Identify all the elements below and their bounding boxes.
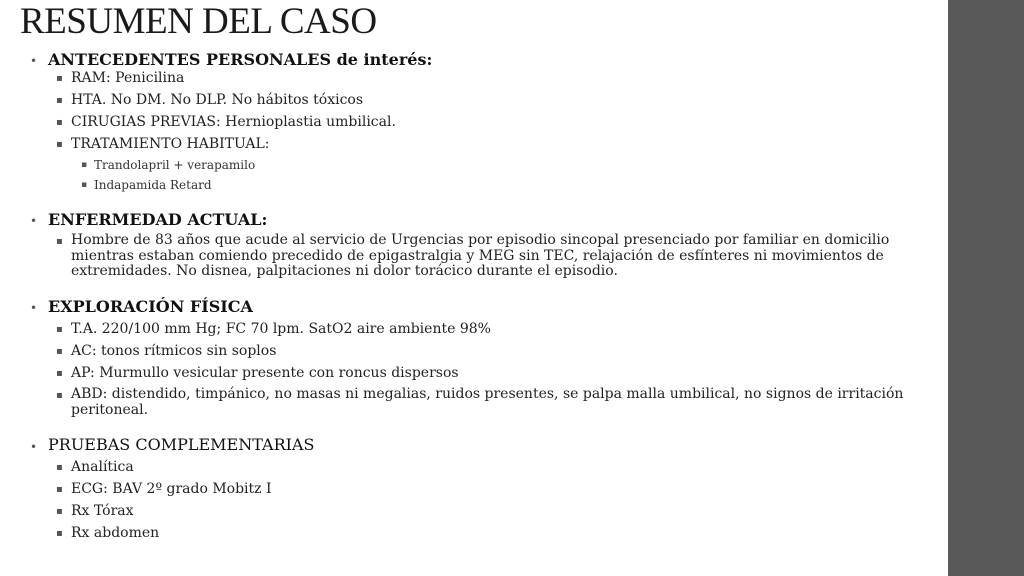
antecedentes-heading: ANTECEDENTES PERSONALES de interés: (48, 50, 433, 69)
pruebas-item: ECG: BAV 2º grado Mobitz I (71, 481, 272, 497)
tratamiento-item: Indapamida Retard (94, 178, 212, 192)
antecedentes-item: HTA. No DM. No DLP. No hábitos tóxicos (71, 92, 364, 108)
decorative-side-bar (948, 0, 1024, 576)
antecedentes-item: TRATAMIENTO HABITUAL: (71, 136, 270, 152)
slide-title: RESUMEN DEL CASO (20, 1, 377, 42)
pruebas-item: Analítica (71, 459, 134, 475)
exploracion-heading: EXPLORACIÓN FÍSICA (48, 297, 253, 316)
sub-sub-bullet-icon: ▪ (81, 160, 88, 170)
bullet-icon: • (30, 440, 38, 454)
sub-bullet-icon: ▪ (56, 484, 63, 495)
bullet-icon: • (30, 301, 38, 315)
bullet-icon: • (30, 214, 38, 228)
exploracion-item: ABD: distendido, timpánico, no masas ni megalias, ruidos presentes, se palpa malla umbilical, no signos de irritación peritoneal. (71, 386, 904, 418)
tratamiento-item: Trandolapril + verapamilo (94, 158, 256, 172)
pruebas-heading: PRUEBAS COMPLEMENTARIAS (48, 435, 315, 454)
sub-sub-bullet-icon: ▪ (81, 180, 88, 190)
bullet-icon: • (30, 54, 38, 68)
pruebas-item: Rx Tórax (71, 503, 134, 519)
exploracion-item: T.A. 220/100 mm Hg; FC 70 lpm. SatO2 aire ambiente 98% (71, 321, 491, 337)
enfermedad-heading: ENFERMEDAD ACTUAL: (48, 210, 268, 229)
exploracion-item: AP: Murmullo vesicular presente con roncus dispersos (71, 365, 459, 381)
antecedentes-item: CIRUGIAS PREVIAS: Hernioplastia umbilical. (71, 114, 396, 130)
sub-bullet-icon: ▪ (56, 117, 63, 128)
sub-bullet-icon: ▪ (56, 390, 63, 401)
sub-bullet-icon: ▪ (56, 95, 63, 106)
exploracion-item: AC: tonos rítmicos sin soplos (71, 343, 277, 359)
sub-bullet-icon: ▪ (56, 346, 63, 357)
antecedentes-item: RAM: Penicilina (71, 70, 185, 86)
sub-bullet-icon: ▪ (56, 73, 63, 84)
enfermedad-text: Hombre de 83 años que acude al servicio de Urgencias por episodio sincopal presenciado por familiar en domicilio mientras estaban comiendo precedido de epigastralgia y MEG sin TEC, relajación de esfínteres ni movimientos de extremidades. No disnea, palpitaciones ni dolor torácico durante el episodio. (71, 232, 890, 279)
sub-bullet-icon: ▪ (56, 506, 63, 517)
sub-bullet-icon: ▪ (56, 462, 63, 473)
sub-bullet-icon: ▪ (56, 324, 63, 335)
sub-bullet-icon: ▪ (56, 236, 63, 247)
pruebas-item: Rx abdomen (71, 525, 160, 541)
sub-bullet-icon: ▪ (56, 528, 63, 539)
sub-bullet-icon: ▪ (56, 368, 63, 379)
sub-bullet-icon: ▪ (56, 139, 63, 150)
